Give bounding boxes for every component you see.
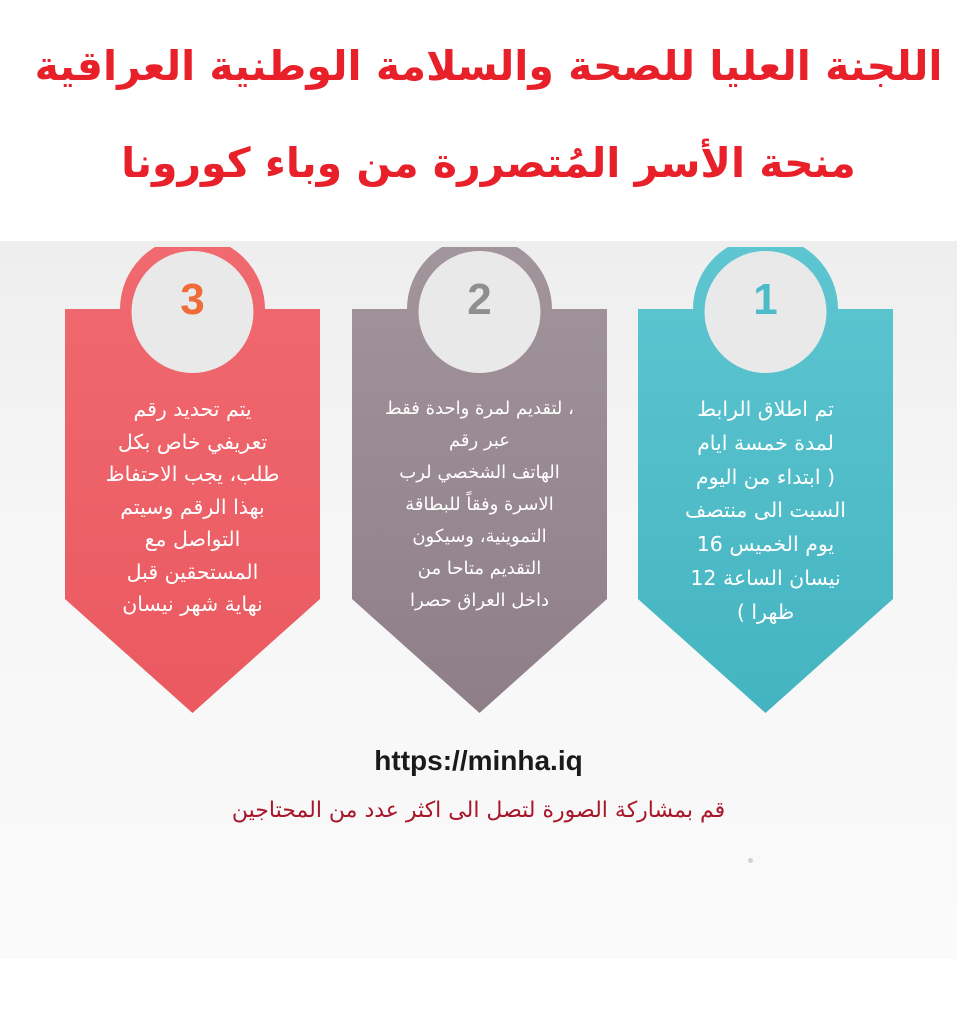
text-line: تعريفي خاص بكل (117, 429, 268, 454)
text-line: ظهرا ) (736, 599, 795, 624)
text-line: طلب، يجب الاحتفاظ (105, 462, 280, 486)
text-line: يتم تحديد رقم (133, 397, 252, 421)
text-line: ، لتقديم لمرة واحدة فقط (385, 398, 574, 419)
text-line: بهذا الرقم وسيتم (120, 494, 265, 519)
step-number: 2 (467, 275, 492, 324)
step-text (656, 393, 875, 630)
page-subtitle: منحة الأسر المُتصررة من وباء كورونا (121, 139, 856, 187)
step-text (83, 393, 302, 621)
step-card-1 (638, 247, 893, 713)
website-link[interactable]: https://minha.iq (374, 745, 583, 776)
text-line: التموينية، وسيكون (412, 526, 547, 547)
text-line: نهاية شهر نيسان (122, 592, 263, 616)
text-line: المستحقين قبل (126, 559, 259, 584)
step-number: 1 (753, 275, 778, 324)
text-line: عبر رقم (448, 430, 511, 451)
step-text (370, 393, 589, 617)
text-line: التواصل مع (144, 527, 241, 551)
text-line: السبت الى منتصف (685, 498, 846, 523)
text-line: ( ابتداء من اليوم (695, 464, 836, 489)
text-line: نيسان الساعة 12 (690, 565, 841, 590)
step-card-3 (65, 247, 320, 713)
step-card-2 (352, 247, 607, 713)
share-note: قم بمشاركة الصورة لتصل الى اكثر عدد من المحتاجين (231, 798, 726, 823)
text-line: الاسرة وفقاً للبطاقة (405, 494, 554, 515)
text-line: الهاتف الشخصي لرب (399, 462, 560, 483)
step-number: 3 (180, 275, 205, 324)
page-title: اللجنة العليا للصحة والسلامة الوطنية العراقية (34, 42, 943, 90)
text-line: التقديم متاحا من (417, 558, 542, 579)
text-line: يوم الخميس 16 (696, 532, 835, 557)
decorative-dot (748, 858, 753, 863)
text-line: داخل العراق حصرا (410, 590, 549, 611)
text-line: تم اطلاق الرابط (697, 397, 834, 421)
text-line: لمدة خمسة ايام (697, 430, 834, 455)
